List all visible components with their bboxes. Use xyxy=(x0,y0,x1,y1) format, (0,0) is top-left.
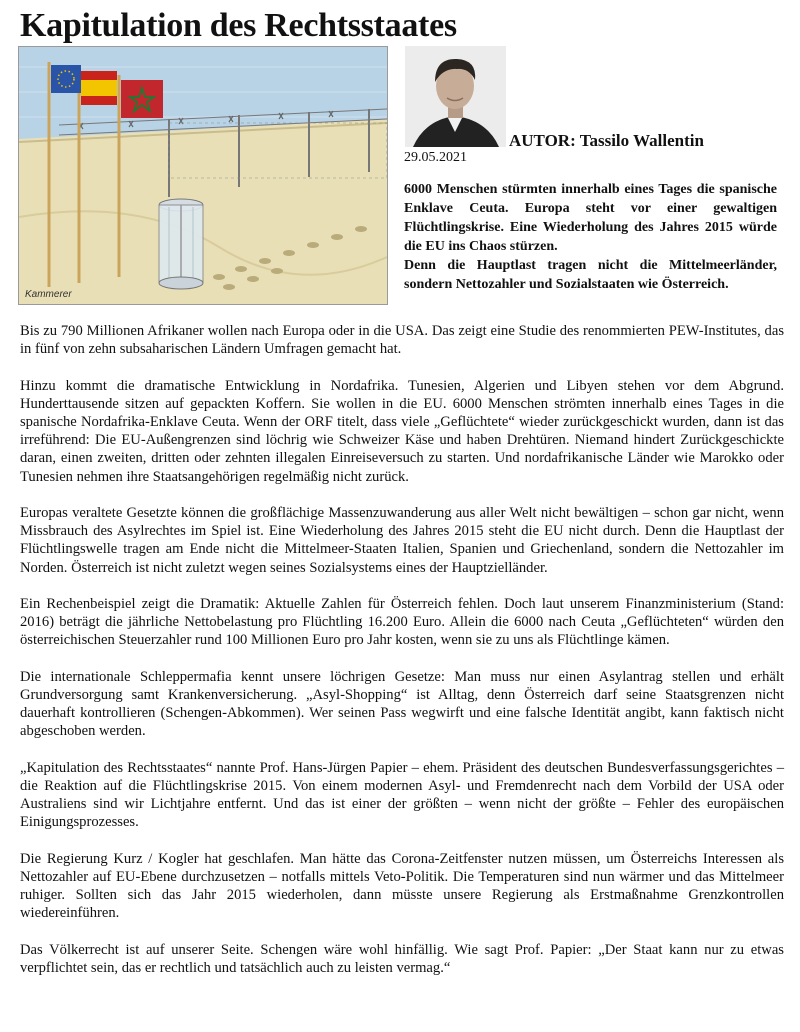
lead-paragraph: Denn die Hauptlast tragen nicht die Mittelmeerländer, sondern Nettozahler und Sozialstaaten wie Österreich. xyxy=(404,258,777,292)
article-body xyxy=(20,322,784,995)
body-paragraph: Die internationale Schleppermafia kennt unsere löchrigen Gesetze: Man muss nur einen Asylantrag stellen und erhält Grundversorgung samt Krankenversicherung. „Asyl-Shopping“ ist Alltag, denn Österreich darf seine Staatsgrenzen nicht dauerhaft kontrollieren (Schengen-Abkommen). Wer seinen Pass wegwirft und eine falsche Identität angibt, kann faktisch nicht abgeschoben werden. xyxy=(20,668,784,740)
body-paragraph: Hinzu kommt die dramatische Entwicklung in Nordafrika. Tunesien, Algerien und Libyen stehen vor dem Abgrund. Hunderttausende sitzen auf gepackten Koffern. Sie wollen in die EU. 6000 Menschen strömten innerhalb eines Tages in die spanische Nordafrika-Enklave Ceuta. Wenn der ORF titelt, dass viele „Geflüchtete“ wieder zurückgeschickt wurden, dann ist das irreführend: Die EU-Außengrenzen sind löchrig wie Schweizer Käse und haben Drehtüren. Niemand hindert Zurückgeschickte daran, einen zweiten, dritten oder zehnten illegalen Einreiseversuch zu starten. Und nordafrikanische Länder wie Marokko oder Tunesien nehmen ihre Staatsangehörigen regelmäßig nicht zurück. xyxy=(20,377,784,485)
body-paragraph: „Kapitulation des Rechtsstaates“ nannte Prof. Hans-Jürgen Papier – ehem. Präsident des deutschen Bundesverfassungsgerichtes – die Reaktion auf die Flüchtlingskrise 2015. Von einem modernen Asyl- und Fremdenrecht nach dem Vorbild der USA oder Australiens sind wir Lichtjahre entfernt. Und das ist einer der größten – wenn nicht der größte – Fehler des europäischen Einigungsprozesses. xyxy=(20,759,784,831)
body-paragraph: Die Regierung Kurz / Kogler hat geschlafen. Man hätte das Corona-Zeitfenster nutzen müssen, um Österreichs Interessen als Nettozahler auf EU-Ebene durchzusetzen – notfalls mittels Veto-Politik. Die Temperaturen sind nun wärmer und das Mittelmeer ruhiger. Sollten sich das Jahr 2015 wiederholen, dann müsste unsere Regierung als Erstmaßnahme Grenzkontrollen wiedereinführen. xyxy=(20,850,784,922)
article-title: Kapitulation des Rechtsstaates xyxy=(20,7,457,44)
body-paragraph: Ein Rechenbeispiel zeigt die Dramatik: Aktuelle Zahlen für Österreich fehlen. Doch laut unserem Finanzministerium (Stand: 2016) beträgt die jährliche Nettobelastung pro Flüchtling 16.200 Euro. Allein die 6000 nach Ceuta „Geflüchteten“ würden den österreichischen Steuerzahler rund 100 Millionen Euro pro Jahr kosten, wenn sie zu uns als Flüchtlinge kämen. xyxy=(20,596,784,649)
author-photo xyxy=(405,46,506,147)
cartoon-signature: Kammerer xyxy=(25,289,72,300)
editorial-cartoon xyxy=(18,46,388,305)
article-lead xyxy=(404,180,777,294)
body-paragraph: Das Völkerrecht ist auf unserer Seite. Schengen wäre wohl hinfällig. Wie sagt Prof. Papier: „Der Staat kann nur zu etwas verpflichtet sein, das er rechtlich und tatsächlich auch zu leisten vermag.“ xyxy=(20,941,784,976)
body-paragraph: Bis zu 790 Millionen Afrikaner wollen nach Europa oder in die USA. Das zeigt eine Studie des renommierten PEW-Institutes, das in fünf von zehn subsaharischen Ländern Umfragen gemacht hat. xyxy=(20,323,784,358)
author-name: AUTOR: Tassilo Wallentin xyxy=(509,131,704,150)
lead-paragraph: 6000 Menschen stürmten innerhalb eines Tages die spanische Enklave Ceuta. Europa steht vor einer gewaltigen Flüchtlingskrise. Eine Wiederholung des Jahres 2015 würde die EU ins Chaos stürzen. xyxy=(404,182,777,254)
body-paragraph: Europas veraltete Gesetzte können die großflächige Massenzuwanderung aus aller Welt nicht bewältigen – schon gar nicht, wenn Missbrauch des Asylrechtes im Spiel ist. Eine Wiederholung des Jahres 2015 steht die EU nicht durch. Denn die Hauptlast der Flüchtlingswelle tragen am Ende nicht die Mittelmeer-Staaten Italien, Spanien und Griechenland, sondern die Nettozahler im Norden. Österreich ist nicht zuletzt wegen seines Sozialsystems eines der Hauptzielländer. xyxy=(20,505,784,576)
publication-date: 29.05.2021 xyxy=(404,150,467,165)
